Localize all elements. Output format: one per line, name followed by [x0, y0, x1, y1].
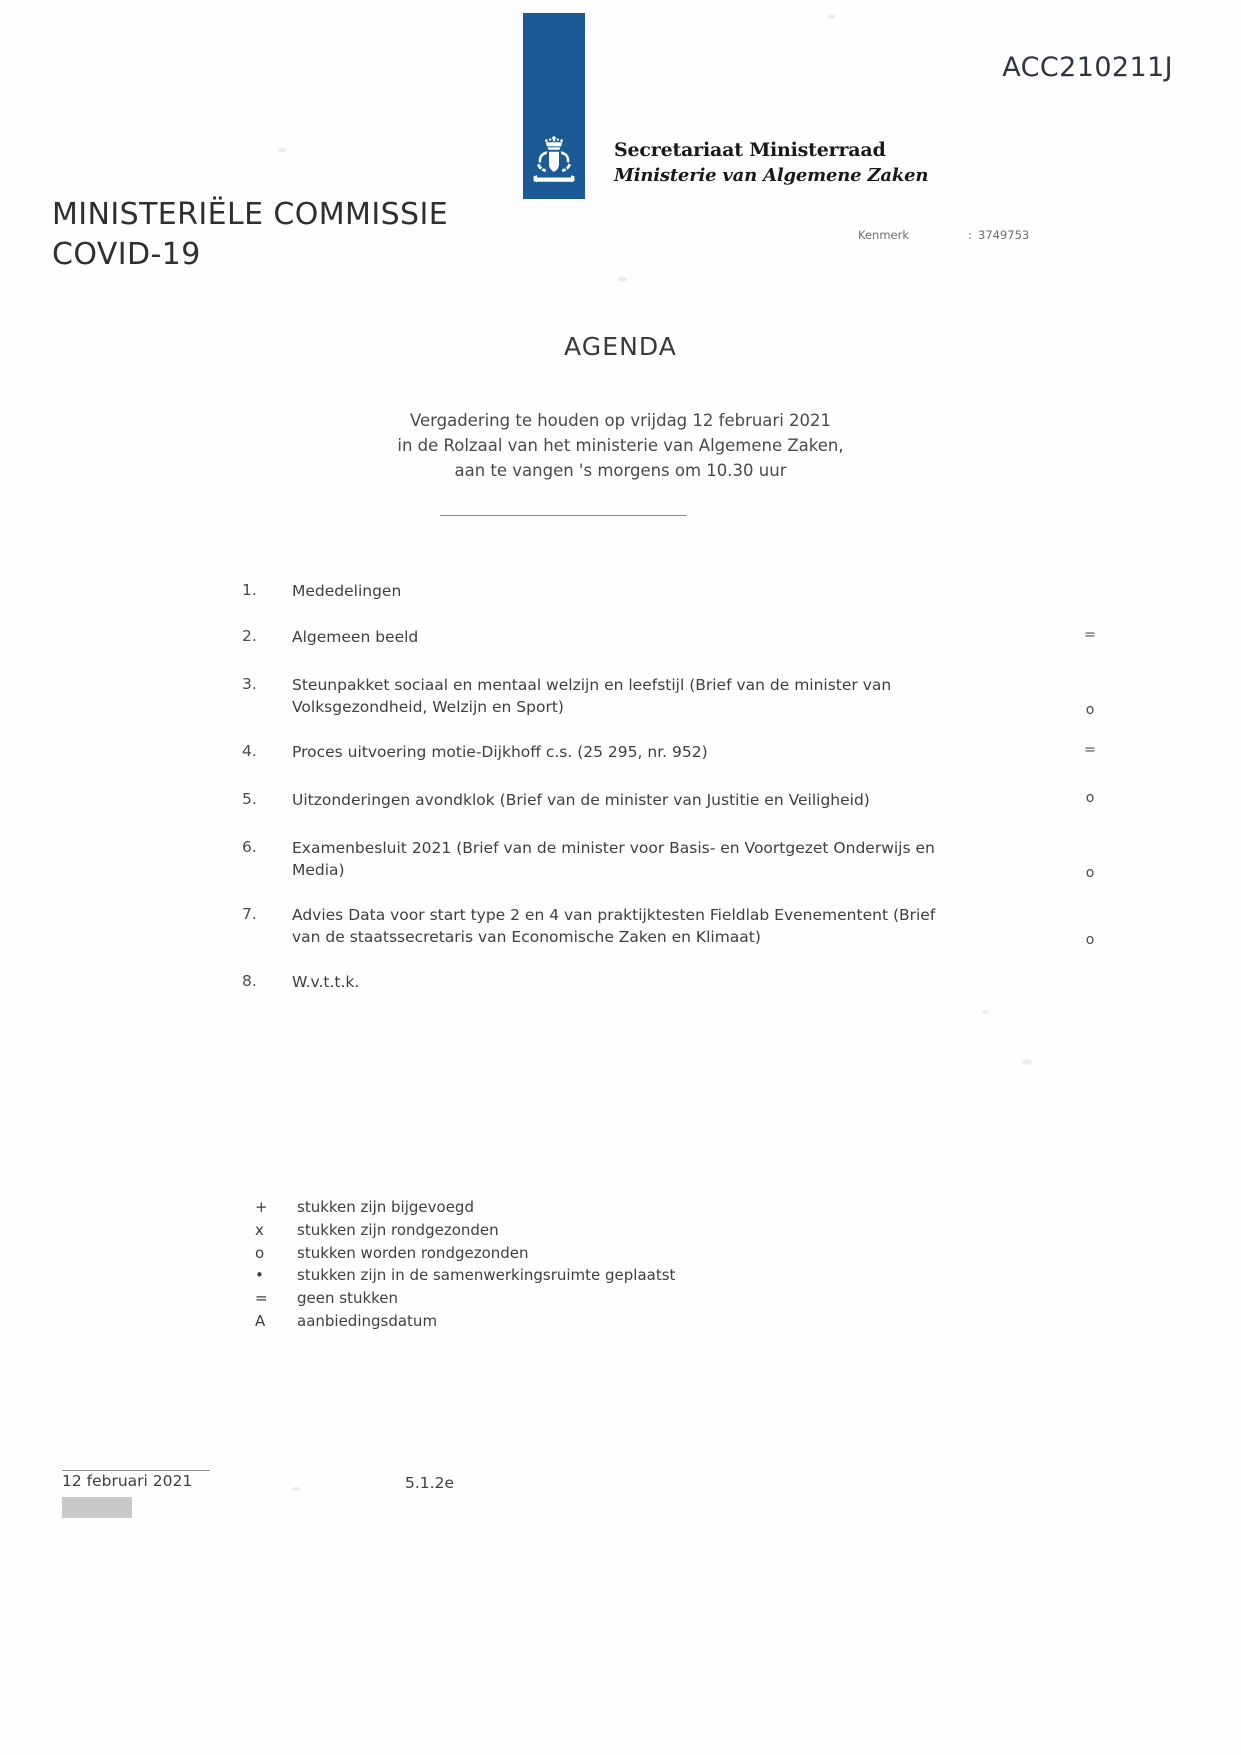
kenmerk-row [858, 228, 1029, 242]
legend-symbol: = [255, 1289, 268, 1308]
legend-symbol: x [255, 1220, 264, 1239]
redaction-block [62, 1497, 132, 1518]
agenda-item-marker: o [1085, 865, 1095, 881]
legend-symbol: o [255, 1243, 265, 1262]
agenda-item [242, 580, 1072, 602]
agenda-item-number: 1. [242, 581, 257, 599]
legend-symbol: A [255, 1311, 266, 1330]
legend-description: aanbiedingsdatum [297, 1311, 438, 1330]
agenda-item-number: 6. [242, 838, 257, 856]
organisation-block [614, 138, 928, 188]
agenda-item-text: W.v.t.t.k. [292, 973, 360, 991]
divider [440, 515, 686, 516]
document-reference-code: ACC210211J [1002, 52, 1173, 83]
legend-symbol: + [255, 1198, 268, 1216]
legend-description: geen stukken [297, 1289, 399, 1308]
legend [255, 1196, 675, 1333]
legend-description: stukken zijn in de samenwerkingsruimte geplaatst [297, 1266, 676, 1285]
agenda-item [242, 837, 1095, 881]
legend-row [255, 1196, 675, 1219]
agenda-item-marker: o [1085, 790, 1095, 806]
agenda-item-text: Examenbesluit 2021 (Brief van de minister voor Basis- en Voortgezet Onderwijs en Media) [292, 839, 935, 879]
meeting-details [0, 408, 1241, 483]
legend-row [255, 1219, 675, 1242]
agenda-item [242, 674, 1095, 718]
footer-rule [62, 1470, 210, 1471]
agenda-item-number: 5. [242, 790, 257, 808]
footer-date: 12 februari 2021 [62, 1472, 193, 1490]
page-title [52, 195, 448, 275]
meeting-line-3: aan te vangen 's morgens om 10.30 uur [454, 461, 787, 481]
agenda-item-marker: = [1084, 742, 1096, 758]
legend-row [255, 1287, 675, 1310]
meeting-line-2: in de Rolzaal van het ministerie van Algemene Zaken, [397, 436, 844, 456]
scan-speckle [1022, 1059, 1032, 1065]
commission-title-line1: MINISTERIËLE COMMISSIE [52, 197, 449, 232]
agenda-item [242, 741, 1096, 763]
organisation-name: Secretariaat Ministerraad [614, 139, 886, 161]
legend-description: stukken zijn bijgevoegd [297, 1198, 474, 1216]
meeting-line-1: Vergadering te houden op vrijdag 12 februari 2021 [409, 411, 832, 430]
agenda-heading: AGENDA [563, 332, 678, 361]
kenmerk-value: 3749753 [978, 228, 1030, 242]
agenda-item-text: Steunpakket sociaal en mentaal welzijn en leefstijl (Brief van de minister van Volksgezondheid, Welzijn en Sport) [292, 676, 892, 716]
footer-code: 5.1.2e [405, 1474, 454, 1492]
agenda-item-number: 2. [242, 627, 257, 645]
agenda-item-number: 4. [242, 742, 257, 760]
agenda-item-text: Algemeen beeld [292, 628, 419, 646]
agenda-item-text: Uitzonderingen avondklok (Brief van de minister van Justitie en Veiligheid) [292, 791, 870, 809]
legend-row [255, 1264, 675, 1287]
agenda-item-marker: o [1085, 702, 1095, 718]
legend-row [255, 1310, 675, 1333]
agenda-item [242, 789, 1095, 811]
agenda-items-list [242, 580, 1096, 1017]
agenda-item-text: Proces uitvoering motie-Dijkhoff c.s. (25 295, nr. 952) [292, 743, 708, 761]
coat-of-arms-icon [523, 130, 585, 192]
scan-speckle [292, 1487, 301, 1491]
legend-description: stukken worden rondgezonden [297, 1243, 529, 1262]
legend-row [255, 1242, 675, 1265]
legend-description: stukken zijn rondgezonden [297, 1220, 499, 1239]
commission-title-line2: COVID-19 [52, 236, 201, 272]
scan-speckle [277, 148, 287, 152]
scan-speckle [828, 14, 835, 19]
agenda-item-marker: o [1085, 932, 1095, 948]
agenda-item [242, 626, 1096, 648]
agenda-item-number: 7. [242, 905, 257, 923]
agenda-item-text: Mededelingen [292, 582, 402, 600]
legend-symbol: • [255, 1266, 264, 1285]
agenda-item-number: 3. [242, 675, 257, 693]
ministry-name: Ministerie van Algemene Zaken [614, 165, 929, 187]
agenda-item-text: Advies Data voor start type 2 en 4 van praktijktesten Fieldlab Evenementent (Brief van de staatssecretaris van Economische Zaken en Klimaat) [292, 906, 936, 946]
agenda-item [242, 971, 1072, 993]
kenmerk-label: Kenmerk [858, 228, 909, 242]
agenda-item-number: 8. [242, 972, 257, 990]
kenmerk-separator: : [968, 228, 972, 242]
agenda-item-marker: = [1084, 627, 1096, 643]
agenda-item [242, 904, 1095, 948]
scan-speckle [618, 277, 627, 282]
